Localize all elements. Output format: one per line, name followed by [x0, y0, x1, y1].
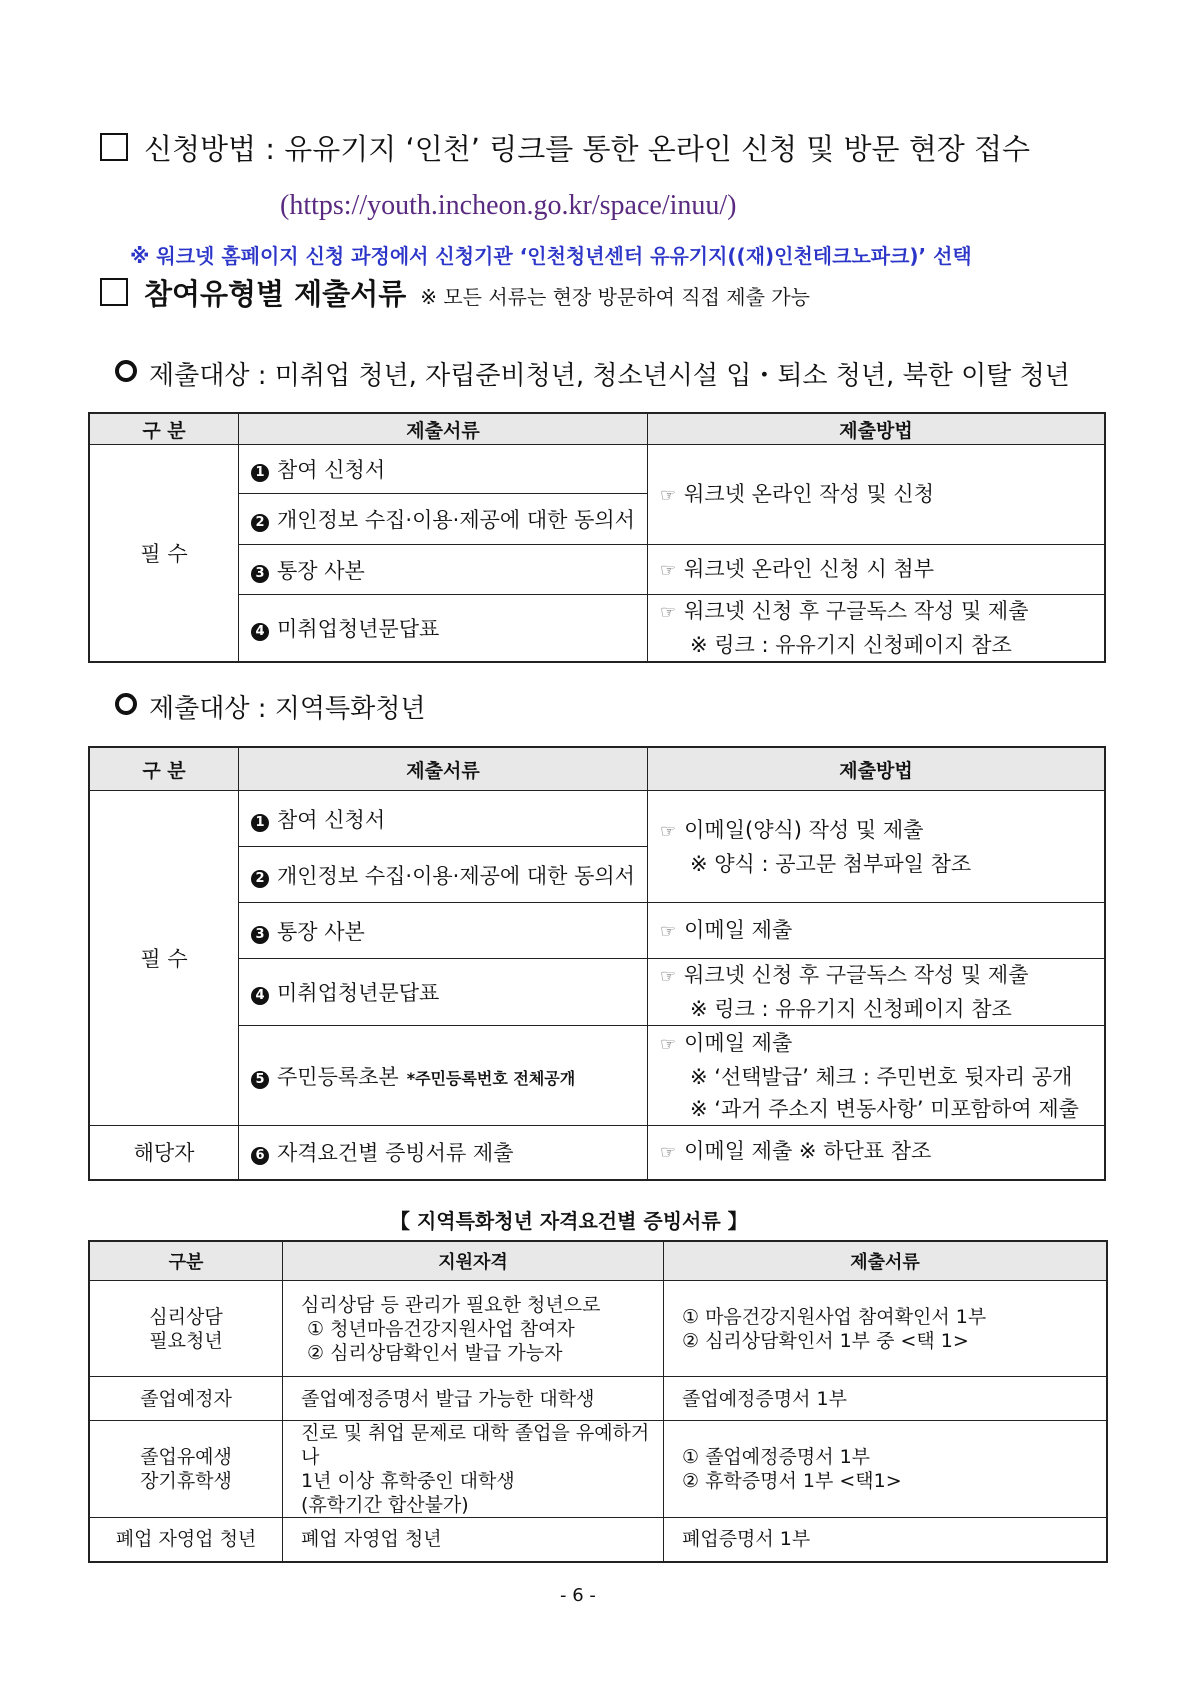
- checkbox-square-icon: [100, 133, 128, 161]
- table-header: 구 분: [89, 747, 239, 791]
- target2-heading: [115, 688, 425, 725]
- pointing-hand-icon: ☞: [660, 966, 677, 987]
- table-header: 제출서류: [239, 747, 648, 791]
- table-header: 지원자격: [283, 1241, 664, 1281]
- pointing-hand-icon: ☞: [660, 820, 677, 842]
- method-note: ※ 링크 : 유유기지 신청페이지 참조: [690, 633, 1012, 657]
- pointing-hand-icon: ☞: [660, 602, 677, 623]
- doc-label: 자격요건별 증빙서류 제출: [277, 1141, 514, 1166]
- qualification-line: ② 심리상담확인서 발급 가능자: [307, 1341, 563, 1364]
- number-badge-icon: 3: [251, 565, 269, 583]
- document-line: ② 심리상담확인서 1부 중 <택 1>: [682, 1329, 969, 1352]
- method-label: 이메일 제출: [684, 1030, 793, 1055]
- doc-label: 미취업청년문답표: [277, 617, 440, 641]
- target1-title: 제출대상 : 미취업 청년, 자립준비청년, 청소년시설 입・퇴소 청년, 북한 이탈 청년: [149, 361, 1070, 391]
- number-badge-icon: 4: [251, 987, 269, 1005]
- method-cell: [648, 791, 1106, 903]
- document-line: ① 마음건강지원사업 참여확인서 1부: [682, 1305, 987, 1328]
- page-number: - 6 -: [560, 1585, 596, 1606]
- doc-cell: [239, 494, 648, 545]
- row-documents: 졸업예정증명서 1부: [664, 1377, 1108, 1421]
- row-qualification: 졸업예정증명서 발급 가능한 대학생: [283, 1377, 664, 1421]
- method-cell: [648, 1126, 1106, 1180]
- category-cell: 필 수: [89, 791, 239, 1126]
- category-line: 심리상담: [149, 1305, 223, 1328]
- qualification-line: 1년 이상 휴학중인 대학생: [301, 1470, 515, 1492]
- doc-cell: [239, 847, 648, 903]
- target2-title: 제출대상 : 지역특화청년: [149, 694, 426, 724]
- apply-method-title: 신청방법 : 유유기지 ‘인천’ 링크를 통한 온라인 신청 및 방문 현장 접수: [144, 132, 1030, 166]
- circle-bullet-icon: [115, 693, 137, 715]
- table-header: 제출서류: [239, 413, 648, 445]
- pointing-hand-icon: ☞: [660, 559, 677, 581]
- section-documents: [100, 272, 810, 313]
- method-label: 워크넷 신청 후 구글독스 작성 및 제출: [684, 963, 1029, 987]
- section-apply-method: [100, 127, 1030, 168]
- number-badge-icon: 1: [251, 464, 269, 482]
- target1-heading: [115, 355, 1070, 392]
- doc-cell: [239, 545, 648, 595]
- doc-label: 개인정보 수집·이용·제공에 대한 동의서: [277, 863, 635, 888]
- table-row: [89, 1281, 1107, 1377]
- pointing-hand-icon: ☞: [660, 1142, 677, 1164]
- method-note: ※ ‘선택발급’ 체크 : 주민번호 뒷자리 공개: [690, 1064, 1073, 1089]
- table-row: [89, 1421, 1107, 1518]
- method-note: ※ 양식 : 공고문 첨부파일 참조: [690, 851, 972, 876]
- table-header: 제출방법: [648, 413, 1106, 445]
- qualification-line: 심리상담 등 관리가 필요한 청년으로: [301, 1293, 601, 1316]
- row-qualification: [283, 1281, 664, 1377]
- table-header: 구분: [89, 1241, 283, 1281]
- doc-cell: [239, 595, 648, 663]
- table-row: [89, 1377, 1107, 1421]
- method-cell: [648, 959, 1106, 1026]
- target2-table: [88, 746, 1106, 1181]
- row-category: [89, 1421, 283, 1518]
- documents-note: ※ 모든 서류는 현장 방문하여 직접 제출 가능: [420, 285, 810, 309]
- doc-cell: [239, 791, 648, 847]
- doc-cell: [239, 1026, 648, 1126]
- category-line: 필요청년: [149, 1329, 223, 1352]
- method-cell: [648, 1026, 1106, 1126]
- method-cell: [648, 903, 1106, 959]
- method-label: 이메일 제출 ※ 하단표 참조: [684, 1139, 932, 1164]
- qualification-line: ① 청년마음건강지원사업 참여자: [307, 1317, 575, 1340]
- method-label: 워크넷 신청 후 구글독스 작성 및 제출: [684, 599, 1029, 623]
- method-label: 워크넷 온라인 신청 시 첨부: [684, 556, 934, 581]
- pointing-hand-icon: ☞: [660, 1033, 677, 1055]
- number-badge-icon: 6: [251, 1147, 269, 1165]
- number-badge-icon: 4: [251, 623, 269, 641]
- table-row: [89, 1518, 1107, 1562]
- pointing-hand-icon: ☞: [660, 920, 677, 942]
- doc-label: 통장 사본: [277, 919, 365, 944]
- category-cell: 필 수: [89, 445, 239, 663]
- number-badge-icon: 2: [251, 514, 269, 532]
- row-category: 졸업예정자: [89, 1377, 283, 1421]
- row-qualification: [283, 1421, 664, 1518]
- method-cell: [648, 595, 1106, 663]
- checkbox-square-icon: [100, 278, 128, 306]
- doc-cell: [239, 445, 648, 494]
- category-line: 졸업유예생: [140, 1446, 232, 1468]
- apply-url[interactable]: (https://youth.incheon.go.kr/space/inuu/): [280, 190, 737, 221]
- doc-label: 미취업청년문답표: [277, 981, 440, 1005]
- table-header: 제출서류: [664, 1241, 1108, 1281]
- method-label: 워크넷 온라인 작성 및 신청: [684, 481, 934, 506]
- method-cell: [648, 545, 1106, 595]
- method-note: ※ 링크 : 유유기지 신청페이지 참조: [690, 997, 1012, 1021]
- doc-label: 주민등록초본: [277, 1064, 399, 1089]
- document-line: ① 졸업예정증명서 1부: [682, 1446, 871, 1468]
- doc-cell: [239, 903, 648, 959]
- circle-bullet-icon: [115, 360, 137, 382]
- doc-label: 참여 신청서: [277, 458, 386, 482]
- table-header: 구 분: [89, 413, 239, 445]
- doc-note: *주민등록번호 전체공개: [406, 1068, 576, 1088]
- doc-label: 참여 신청서: [277, 807, 386, 832]
- qualification-table: [88, 1240, 1108, 1563]
- target1-table: [88, 412, 1106, 663]
- row-documents: 폐업증명서 1부: [664, 1518, 1108, 1562]
- row-documents: [664, 1281, 1108, 1377]
- row-category: 폐업 자영업 청년: [89, 1518, 283, 1562]
- doc-label: 통장 사본: [277, 558, 365, 583]
- row-category: [89, 1281, 283, 1377]
- method-label: 이메일(양식) 작성 및 제출: [684, 817, 924, 842]
- method-cell: [648, 445, 1106, 545]
- category-cell: 해당자: [89, 1126, 239, 1180]
- pointing-hand-icon: ☞: [660, 484, 677, 506]
- doc-cell: [239, 959, 648, 1026]
- doc-label: 개인정보 수집·이용·제공에 대한 동의서: [277, 508, 635, 532]
- method-note: ※ ‘과거 주소지 변동사항’ 미포함하여 제출: [690, 1096, 1079, 1121]
- table-header: 제출방법: [648, 747, 1106, 791]
- table3-title: 【 지역특화청년 자격요건별 증빙서류 】: [390, 1209, 748, 1233]
- doc-cell: [239, 1126, 648, 1180]
- row-documents: [664, 1421, 1108, 1518]
- number-badge-icon: 2: [251, 870, 269, 888]
- category-line: 장기휴학생: [140, 1470, 232, 1492]
- qualification-line: 진로 및 취업 문제로 대학 졸업을 유예하거나: [301, 1422, 650, 1468]
- row-qualification: 폐업 자영업 청년: [283, 1518, 664, 1562]
- documents-title: 참여유형별 제출서류: [144, 277, 407, 311]
- number-badge-icon: 5: [251, 1071, 269, 1089]
- qualification-line: (휴학기간 합산불가): [301, 1494, 469, 1516]
- number-badge-icon: 3: [251, 926, 269, 944]
- method-label: 이메일 제출: [684, 917, 793, 942]
- number-badge-icon: 1: [251, 814, 269, 832]
- worknet-notice: ※ 워크넷 홈페이지 신청 과정에서 신청기관 ‘인천청년센터 유유기지((재)인천테크노파크)’ 선택: [130, 244, 972, 268]
- document-line: ② 휴학증명서 1부 <택1>: [682, 1470, 902, 1492]
